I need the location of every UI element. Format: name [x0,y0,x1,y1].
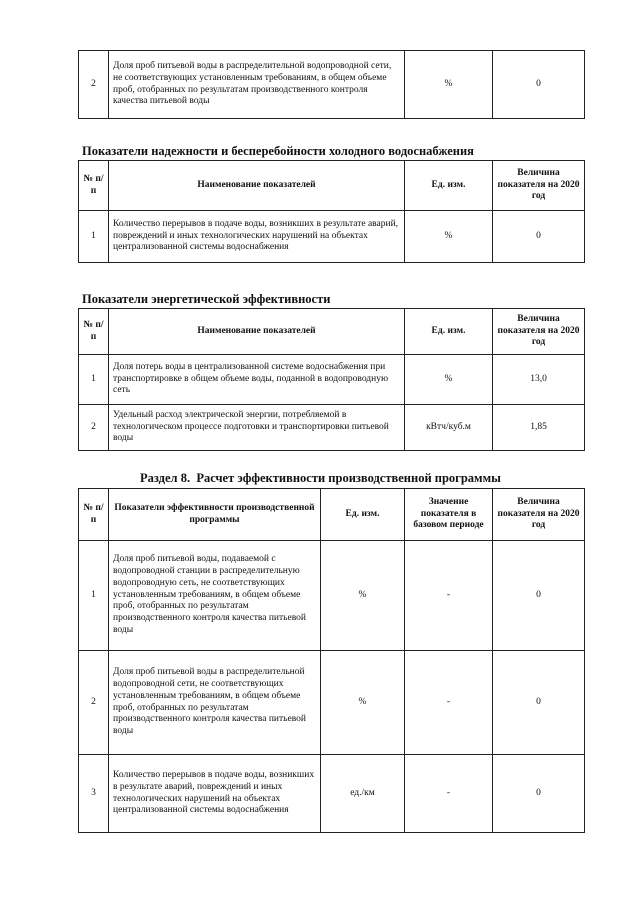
indicator-unit: % [405,355,493,405]
table-reliability [78,160,585,263]
indicator-name: Доля проб питьевой воды в распределительной водопроводной сети, не соответствующих установленным требованиям, в общем объеме проб, отобранных по результатам производственного контроля качества питьевой воды [109,651,321,755]
table-header [79,161,585,211]
indicator-name: Доля потерь воды в централизованной системе водоснабжения при транспортировке в общем объеме воды, поданной в водопроводную сеть [109,355,405,405]
header-num: № п/п [79,161,109,211]
table-top [78,50,585,119]
indicator-base-value: - [405,541,493,651]
row-number: 2 [79,405,109,451]
indicator-name: Удельный расход электрической энергии, потребляемой в технологическом процессе подготовки и транспортировки питьевой воды [109,405,405,451]
indicator-unit: % [405,211,493,263]
table-row [79,211,585,263]
table-header [79,489,585,541]
row-number: 1 [79,355,109,405]
header-value: Величина показателя на 2020 год [493,309,585,355]
table-row [79,651,585,755]
header-value: Величина показателя на 2020 год [493,161,585,211]
header-base: Значение показателя в базовом периоде [405,489,493,541]
table-row [79,355,585,405]
indicator-value: 0 [493,541,585,651]
section8-heading: Раздел 8. Расчет эффективности производственной программы [140,471,501,485]
header-name: Наименование показателей [109,161,405,211]
indicator-unit: кВтч/куб.м [405,405,493,451]
header-unit: Ед. изм. [321,489,405,541]
indicator-unit: % [321,651,405,755]
table-header [79,309,585,355]
header-name: Показатели эффективности производственной программы [109,489,321,541]
indicator-value: 1,85 [493,405,585,451]
row-number: 1 [79,541,109,651]
header-num: № п/п [79,309,109,355]
energy-heading: Показатели энергетической эффективности [82,292,331,306]
row-number: 2 [79,651,109,755]
header-num: № п/п [79,489,109,541]
indicator-value: 0 [493,755,585,833]
indicator-base-value: - [405,651,493,755]
table-row [79,755,585,833]
indicator-name: Количество перерывов в подаче воды, возникших в результате аварий, повреждений и иных технологических нарушений на объектах централизованной системы водоснабжения [109,211,405,263]
indicator-name: Доля проб питьевой воды, подаваемой с водопроводной станции в распределительную водопроводную сеть, не соответствующих установленным требованиям, в общем объеме проб, отобранных по результатам производственного контроля качества питьевой воды [109,541,321,651]
indicator-name: Доля проб питьевой воды в распределительной водопроводной сети, не соответствующих установленным требованиям, в общем объеме проб, отобранных по результатам производственного контроля качества питьевой воды [109,51,405,119]
indicator-base-value: - [405,755,493,833]
table-row [79,541,585,651]
table-row [79,405,585,451]
header-unit: Ед. изм. [405,161,493,211]
row-number: 1 [79,211,109,263]
indicator-unit: ед./км [321,755,405,833]
header-unit: Ед. изм. [405,309,493,355]
reliability-heading: Показатели надежности и бесперебойности холодного водоснабжения [82,144,474,158]
table-section8 [78,488,585,833]
header-name: Наименование показателей [109,309,405,355]
indicator-value: 0 [493,651,585,755]
header-value: Величина показателя на 2020 год [493,489,585,541]
indicator-value: 0 [493,51,585,119]
indicator-unit: % [321,541,405,651]
indicator-value: 0 [493,211,585,263]
indicator-value: 13,0 [493,355,585,405]
table-energy [78,308,585,451]
indicator-name: Количество перерывов в подаче воды, возникших в результате аварий, повреждений и иных технологических нарушений на объектах централизованной системы водоснабжения [109,755,321,833]
row-number: 2 [79,51,109,119]
indicator-unit: % [405,51,493,119]
row-number: 3 [79,755,109,833]
table-row [79,51,585,119]
